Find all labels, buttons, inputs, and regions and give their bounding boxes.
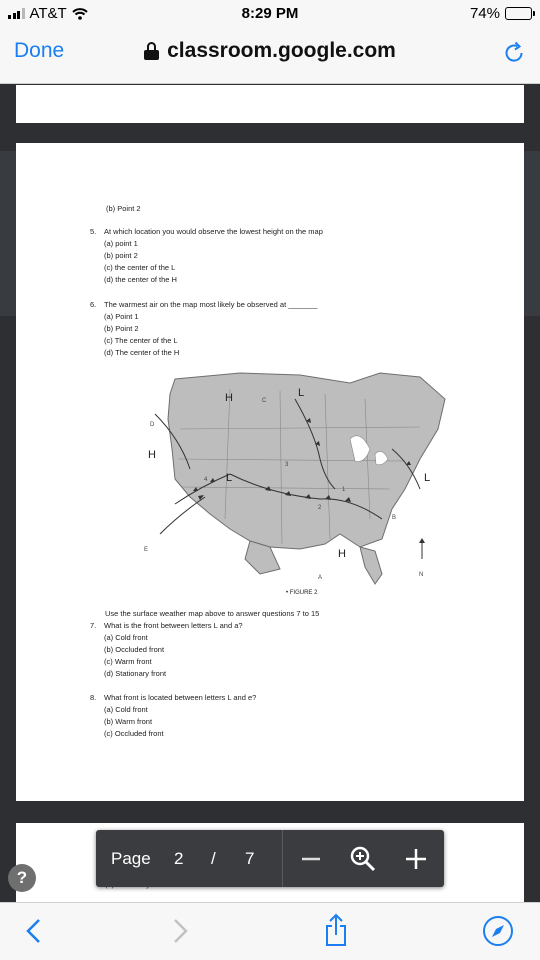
question-number: 6. — [90, 300, 97, 309]
question-text: What front is located between letters L and e? — [104, 693, 257, 702]
option: (b) Point 2 — [104, 324, 139, 333]
map-label: H — [338, 548, 346, 560]
done-button[interactable]: Done — [14, 39, 65, 62]
map-label: 4 — [204, 477, 208, 483]
option: (d) The center of the H — [104, 348, 180, 357]
zoom-in-icon[interactable] — [401, 844, 431, 874]
map-label: H — [148, 449, 156, 461]
browser-nav-bar — [0, 28, 540, 84]
map-instruction: Use the surface weather map above to answer questions 7 to 15 — [105, 609, 320, 618]
reload-icon[interactable] — [502, 41, 526, 65]
option: (b) point 2 — [104, 251, 138, 260]
address-bar[interactable] — [0, 39, 540, 63]
question-number: 5. — [90, 227, 97, 236]
current-page[interactable]: 2 — [174, 849, 184, 868]
map-label: L — [298, 387, 305, 399]
toolbar-divider — [282, 830, 283, 887]
page-label: Page — [111, 849, 151, 868]
map-label: B — [392, 515, 397, 521]
map-label: 1 — [342, 487, 346, 493]
map-label: L — [424, 472, 431, 484]
weather-map — [120, 369, 451, 594]
option: (c) The center of the L — [104, 336, 178, 345]
question-6 — [90, 299, 317, 359]
map-label: 2 — [318, 505, 322, 511]
share-icon[interactable] — [318, 913, 354, 949]
option: (c) Warm front — [104, 657, 152, 666]
zoom-out-icon[interactable] — [296, 844, 326, 874]
carrier-label: AT&T — [29, 5, 67, 22]
option: (a) Cold front — [104, 705, 148, 714]
map-label: E — [144, 547, 149, 553]
battery-icon — [505, 7, 532, 20]
help-button[interactable]: ? — [8, 864, 36, 892]
url-text: classroom.google.com — [167, 39, 396, 62]
status-right — [470, 5, 532, 22]
map-label: C — [262, 398, 267, 404]
option: (a) point 1 — [104, 239, 138, 248]
option: (a) Point 1 — [104, 312, 139, 321]
browser-toolbar — [0, 902, 540, 960]
figure-caption: • FIGURE 2 — [286, 590, 318, 596]
question-8 — [90, 692, 256, 740]
previous-page — [16, 85, 524, 123]
document-page — [16, 143, 524, 801]
page-separator: / — [211, 849, 216, 868]
page-toolbar — [96, 830, 444, 887]
top-answer: (b) Point 2 — [106, 204, 141, 213]
option: (d) the center of the H — [104, 275, 177, 284]
question-7 — [90, 620, 243, 680]
total-pages: 7 — [245, 849, 255, 868]
map-label: L — [226, 472, 233, 484]
question-text: What is the front between letters L and a? — [104, 621, 243, 630]
question-number: 8. — [90, 693, 97, 702]
weather-map-figure — [120, 369, 451, 594]
map-label: H — [225, 392, 233, 404]
document-viewer[interactable] — [0, 85, 540, 902]
compass-icon[interactable] — [480, 913, 516, 949]
option: (b) Occluded front — [104, 645, 165, 654]
battery-percent: 74% — [469, 5, 500, 22]
question-number: 7. — [90, 621, 97, 630]
map-label: D — [150, 422, 155, 428]
zoom-icon[interactable] — [348, 844, 378, 874]
back-icon[interactable] — [16, 913, 52, 949]
question-text: At which location you would observe the lowest height on the map — [104, 227, 323, 236]
clock: 8:29 PM — [241, 5, 299, 22]
option: (a) Cold front — [104, 633, 148, 642]
option: (d) Stationary front — [104, 669, 167, 678]
option: (c) Occluded front — [104, 729, 164, 738]
status-bar — [0, 0, 540, 28]
forward-icon[interactable] — [162, 913, 198, 949]
question-5 — [90, 226, 323, 286]
option: (b) Warm front — [104, 717, 153, 726]
lock-icon — [144, 42, 159, 60]
option: (c) the center of the L — [104, 263, 176, 272]
map-label: A — [318, 575, 323, 581]
question-text: The warmest air on the map most likely be observed at _______ — [104, 300, 318, 309]
map-label: 3 — [285, 462, 289, 468]
map-label: N — [419, 572, 424, 578]
